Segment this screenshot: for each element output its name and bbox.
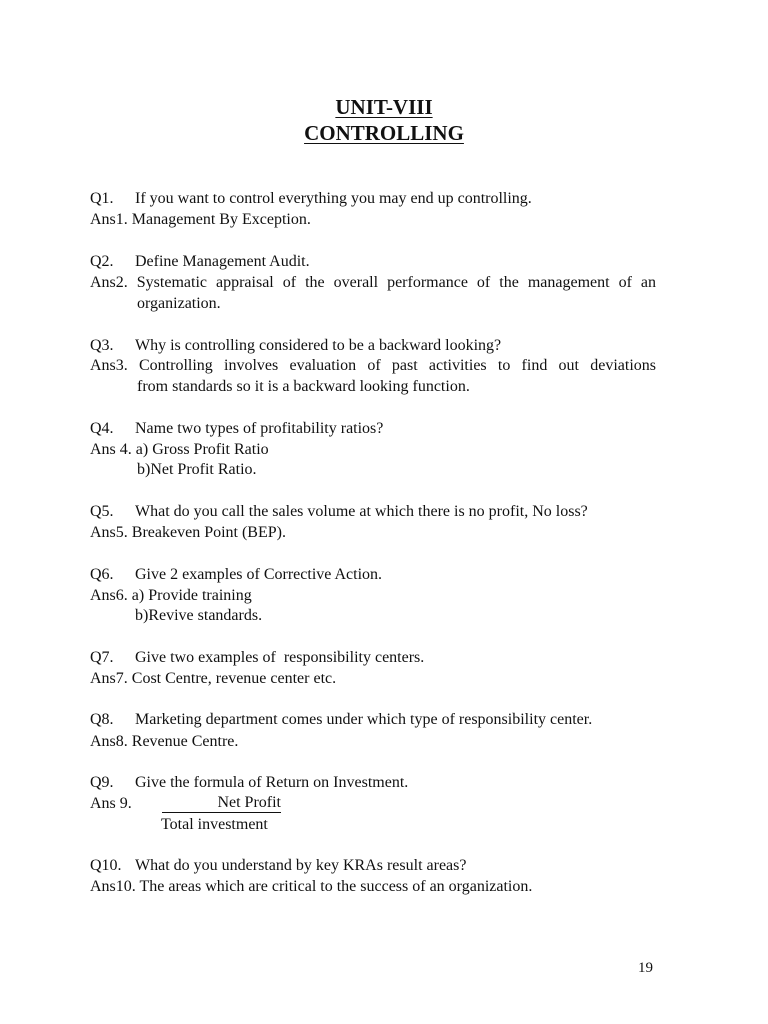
answer-2: Ans2. Systematic appraisal of the overall performance of the management of an [90, 274, 656, 291]
question-3 [90, 335, 501, 356]
question-label: Q7. [90, 649, 114, 666]
question-text: What do you understand by key KRAs result areas? [135, 857, 467, 874]
answer-2-continued: organization. [137, 295, 221, 312]
answer-10: Ans10. The areas which are critical to the success of an organization. [90, 878, 533, 895]
question-label: Q2. [90, 253, 114, 270]
question-8 [90, 709, 592, 730]
answer-3: Ans3. Controlling involves evaluation of past activities to find out deviations [90, 357, 656, 374]
answer-7: Ans7. Cost Centre, revenue center etc. [90, 670, 337, 687]
question-5 [90, 501, 588, 522]
question-label: Q6. [90, 566, 114, 583]
question-text: Give 2 examples of Corrective Action. [135, 566, 383, 583]
question-label: Q4. [90, 420, 114, 437]
question-2 [90, 251, 310, 272]
answer-4: Ans 4. a) Gross Profit Ratio [90, 441, 269, 458]
answer-4-continued: b)Net Profit Ratio. [137, 461, 257, 478]
answer-6-continued: b)Revive standards. [135, 607, 263, 624]
question-label: Q5. [90, 503, 114, 520]
answer-1: Ans1. Management By Exception. [90, 211, 311, 228]
question-text: Name two types of profitability ratios? [135, 420, 384, 437]
question-text: Marketing department comes under which type of responsibility center. [135, 711, 593, 728]
question-label: Q3. [90, 337, 114, 354]
question-10 [90, 855, 466, 876]
question-1 [90, 188, 532, 209]
question-text: Define Management Audit. [135, 253, 310, 270]
topic-heading: CONTROLLING [304, 121, 464, 145]
question-text: If you want to control everything you may end up controlling. [135, 190, 532, 207]
question-label: Q1. [90, 190, 114, 207]
question-text: What do you call the sales volume at which there is no profit, No loss? [135, 503, 588, 520]
question-label: Q10. [90, 857, 122, 874]
question-text: Give the formula of Return on Investment. [135, 774, 409, 791]
answer-9: Ans 9. [90, 795, 132, 812]
question-4 [90, 418, 383, 439]
question-6 [90, 564, 382, 585]
question-7 [90, 647, 424, 668]
answer-6: Ans6. a) Provide training [90, 587, 252, 604]
formula-denominator: Total investment [161, 816, 268, 833]
question-text: Give two examples of responsibility centers. [135, 649, 425, 666]
answer-3-continued: from standards so it is a backward looking function. [137, 378, 470, 395]
question-label: Q8. [90, 711, 114, 728]
question-9 [90, 772, 408, 793]
formula-numerator: Net Profit [162, 794, 281, 813]
answer-5: Ans5. Breakeven Point (BEP). [90, 524, 286, 541]
question-text: Why is controlling considered to be a backward looking? [135, 337, 502, 354]
page-number: 19 [638, 960, 653, 976]
answer-8: Ans8. Revenue Centre. [90, 733, 239, 750]
unit-heading: UNIT-VIII [335, 95, 433, 119]
question-label: Q9. [90, 774, 114, 791]
